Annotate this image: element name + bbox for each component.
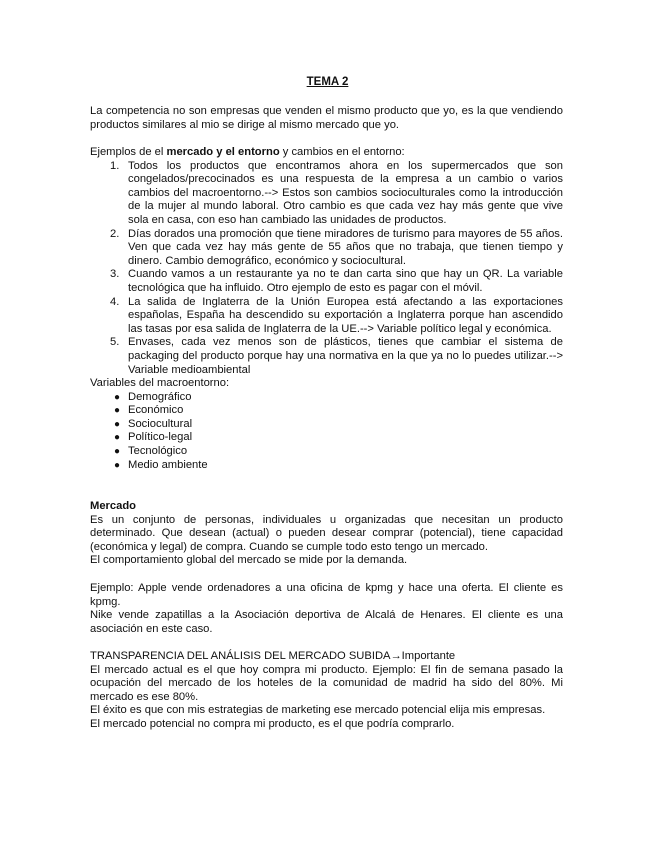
example-nike: Nike vende zapatillas a la Asociación deportiva de Alcalá de Henares. El cliente es una asociación en este caso.	[90, 609, 563, 635]
list-item-text: Económico	[128, 404, 184, 417]
list-item-text: Medio ambiente	[128, 458, 208, 471]
list-item: ● Político-legal	[114, 431, 193, 444]
list-item-text: Tecnológico	[128, 445, 188, 458]
intro-text: La competencia no son empresas que venden el mismo producto que yo, es la que vendiendo productos similares al mio se dirige al mismo mercado que yo.	[90, 105, 563, 131]
list-item: ● Sociocultural	[114, 417, 193, 430]
list-item-text: Sociocultural	[128, 417, 193, 430]
list-item: 4. La salida de Inglaterra de la Unión Europea está afectando a las exportaciones españolas, España ha descendido su exportación a Inglaterra porque han ascendido las tasas por esa salida de Inglaterra de la UE.--> Variable político legal y económica.	[110, 295, 563, 335]
mercado-heading-text: Mercado	[90, 500, 137, 512]
list-item-text: Todos los productos que encontramos ahora en los supermercados que son congelados/precocinados es una respuesta de la empresa a un cambio o varios cambios del macroentorno.--> Estos son cambios socioculturales como la introducción de la mujer al mundo laboral. Otro cambio es que cada vez hay más gente que vive sola en casa, con eso han cambiado las unidades de productos.	[128, 159, 563, 226]
list-item-text: Demográfico	[128, 390, 192, 403]
page-title: TEMA 2	[306, 76, 349, 88]
list-item: ● Tecnológico	[114, 445, 188, 458]
examples-prefix: Ejemplos de el	[90, 146, 167, 158]
list-item: 1. Todos los productos que encontramos ahora en los supermercados que son congelados/precocinados es una respuesta de la empresa a un cambio o varios cambios del macroentorno.--> Estos son cambios socioculturales como la introducción de la mujer al mundo laboral. Otro cambio es que cada vez hay más gente que vive sola en casa, con eso han cambiado las unidades de productos.	[110, 159, 563, 226]
list-item: ● Económico	[114, 404, 184, 417]
transparency-heading: TRANSPARENCIA DEL ANÁLISIS DEL MERCADO SUBIDA→Importante	[90, 650, 456, 662]
mercado-definition: Es un conjunto de personas, individuales u organizadas que necesitan un producto determinado. Que desean (actual) o pueden desear comprar (potencial), tiene capacidad (económica y legal) de compra. Cuando se cumple todo esto tengo un mercado.	[90, 513, 563, 553]
examples-companies	[90, 582, 563, 636]
examples-section	[90, 146, 563, 472]
intro-paragraph	[90, 105, 563, 132]
list-item: ● Demográfico	[114, 390, 192, 403]
transparency-section	[90, 650, 563, 732]
example-apple: Ejemplo: Apple vende ordenadores a una oficina de kpmg y hace una oferta. El cliente es kpmg.	[90, 582, 563, 608]
examples-heading	[90, 146, 563, 160]
list-item: 2. Días dorados una promoción que tiene miradores de turismo para mayores de 55 años. Ven que cada vez hay más gente de 55 años que no trabaja, que tienen tiempo y dinero. Cambio demográfico, económico y sociocultural.	[110, 227, 563, 267]
list-item: 5. Envases, cada vez menos son de plásticos, tienes que cambiar el sistema de packaging del producto porque hay una normativa en la que ya no lo puedes utilizar.--> Variable medioambiental	[110, 336, 563, 376]
list-item-text: Político-legal	[128, 431, 193, 444]
mercado-heading	[90, 500, 563, 514]
list-item-text: Cuando vamos a un restaurante ya no te dan carta sino que hay un QR. La variable tecnológica que ha influido. Otro ejemplo de esto es pagar con el móvil.	[128, 268, 563, 294]
actual-market: El mercado actual es el que hoy compra mi producto. Ejemplo: El fin de semana pasado la ocupación del mercado de los hoteles de la comunidad de madrid ha sido del 80%. Mi mercado es ese 80%.	[90, 663, 563, 703]
list-item-text: Días dorados una promoción que tiene miradores de turismo para mayores de 55 años. Ven que cada vez hay más gente de 55 años que no trabaja, que tienen tiempo y dinero. Cambio demográfico, económico y sociocultural.	[128, 227, 563, 267]
examples-list	[90, 160, 563, 378]
mercado-global: El comportamiento global del mercado se mide por la demanda.	[90, 554, 408, 567]
variables-list	[90, 391, 563, 473]
success-text: El éxito es que con mis estrategias de marketing ese mercado potencial elija mis empresas.	[90, 704, 546, 717]
list-item-text: La salida de Inglaterra de la Unión Europea está afectando a las exportaciones españolas, España ha descendido su exportación a Inglaterra porque han ascendido las tasas por esa salida de Inglaterra de la UE.--> Variable político legal y económica.	[128, 295, 563, 335]
potential-market: El mercado potencial no compra mi producto, es el que podría comprarlo.	[90, 717, 455, 730]
mercado-section	[90, 500, 563, 568]
examples-bold: mercado y el entorno	[166, 146, 280, 158]
examples-suffix: y cambios en el entorno:	[279, 146, 405, 158]
list-item: ● Medio ambiente	[114, 458, 208, 471]
list-item-text: Envases, cada vez menos son de plásticos, tienes que cambiar el sistema de packaging del producto porque hay una normativa en la que ya no lo puedes utilizar.--> Variable medioambiental	[128, 336, 563, 376]
variables-heading: Variables del macroentorno:	[90, 377, 230, 390]
list-item: 3. Cuando vamos a un restaurante ya no te dan carta sino que hay un QR. La variable tecnológica que ha influido. Otro ejemplo de esto es pagar con el móvil.	[110, 268, 563, 294]
